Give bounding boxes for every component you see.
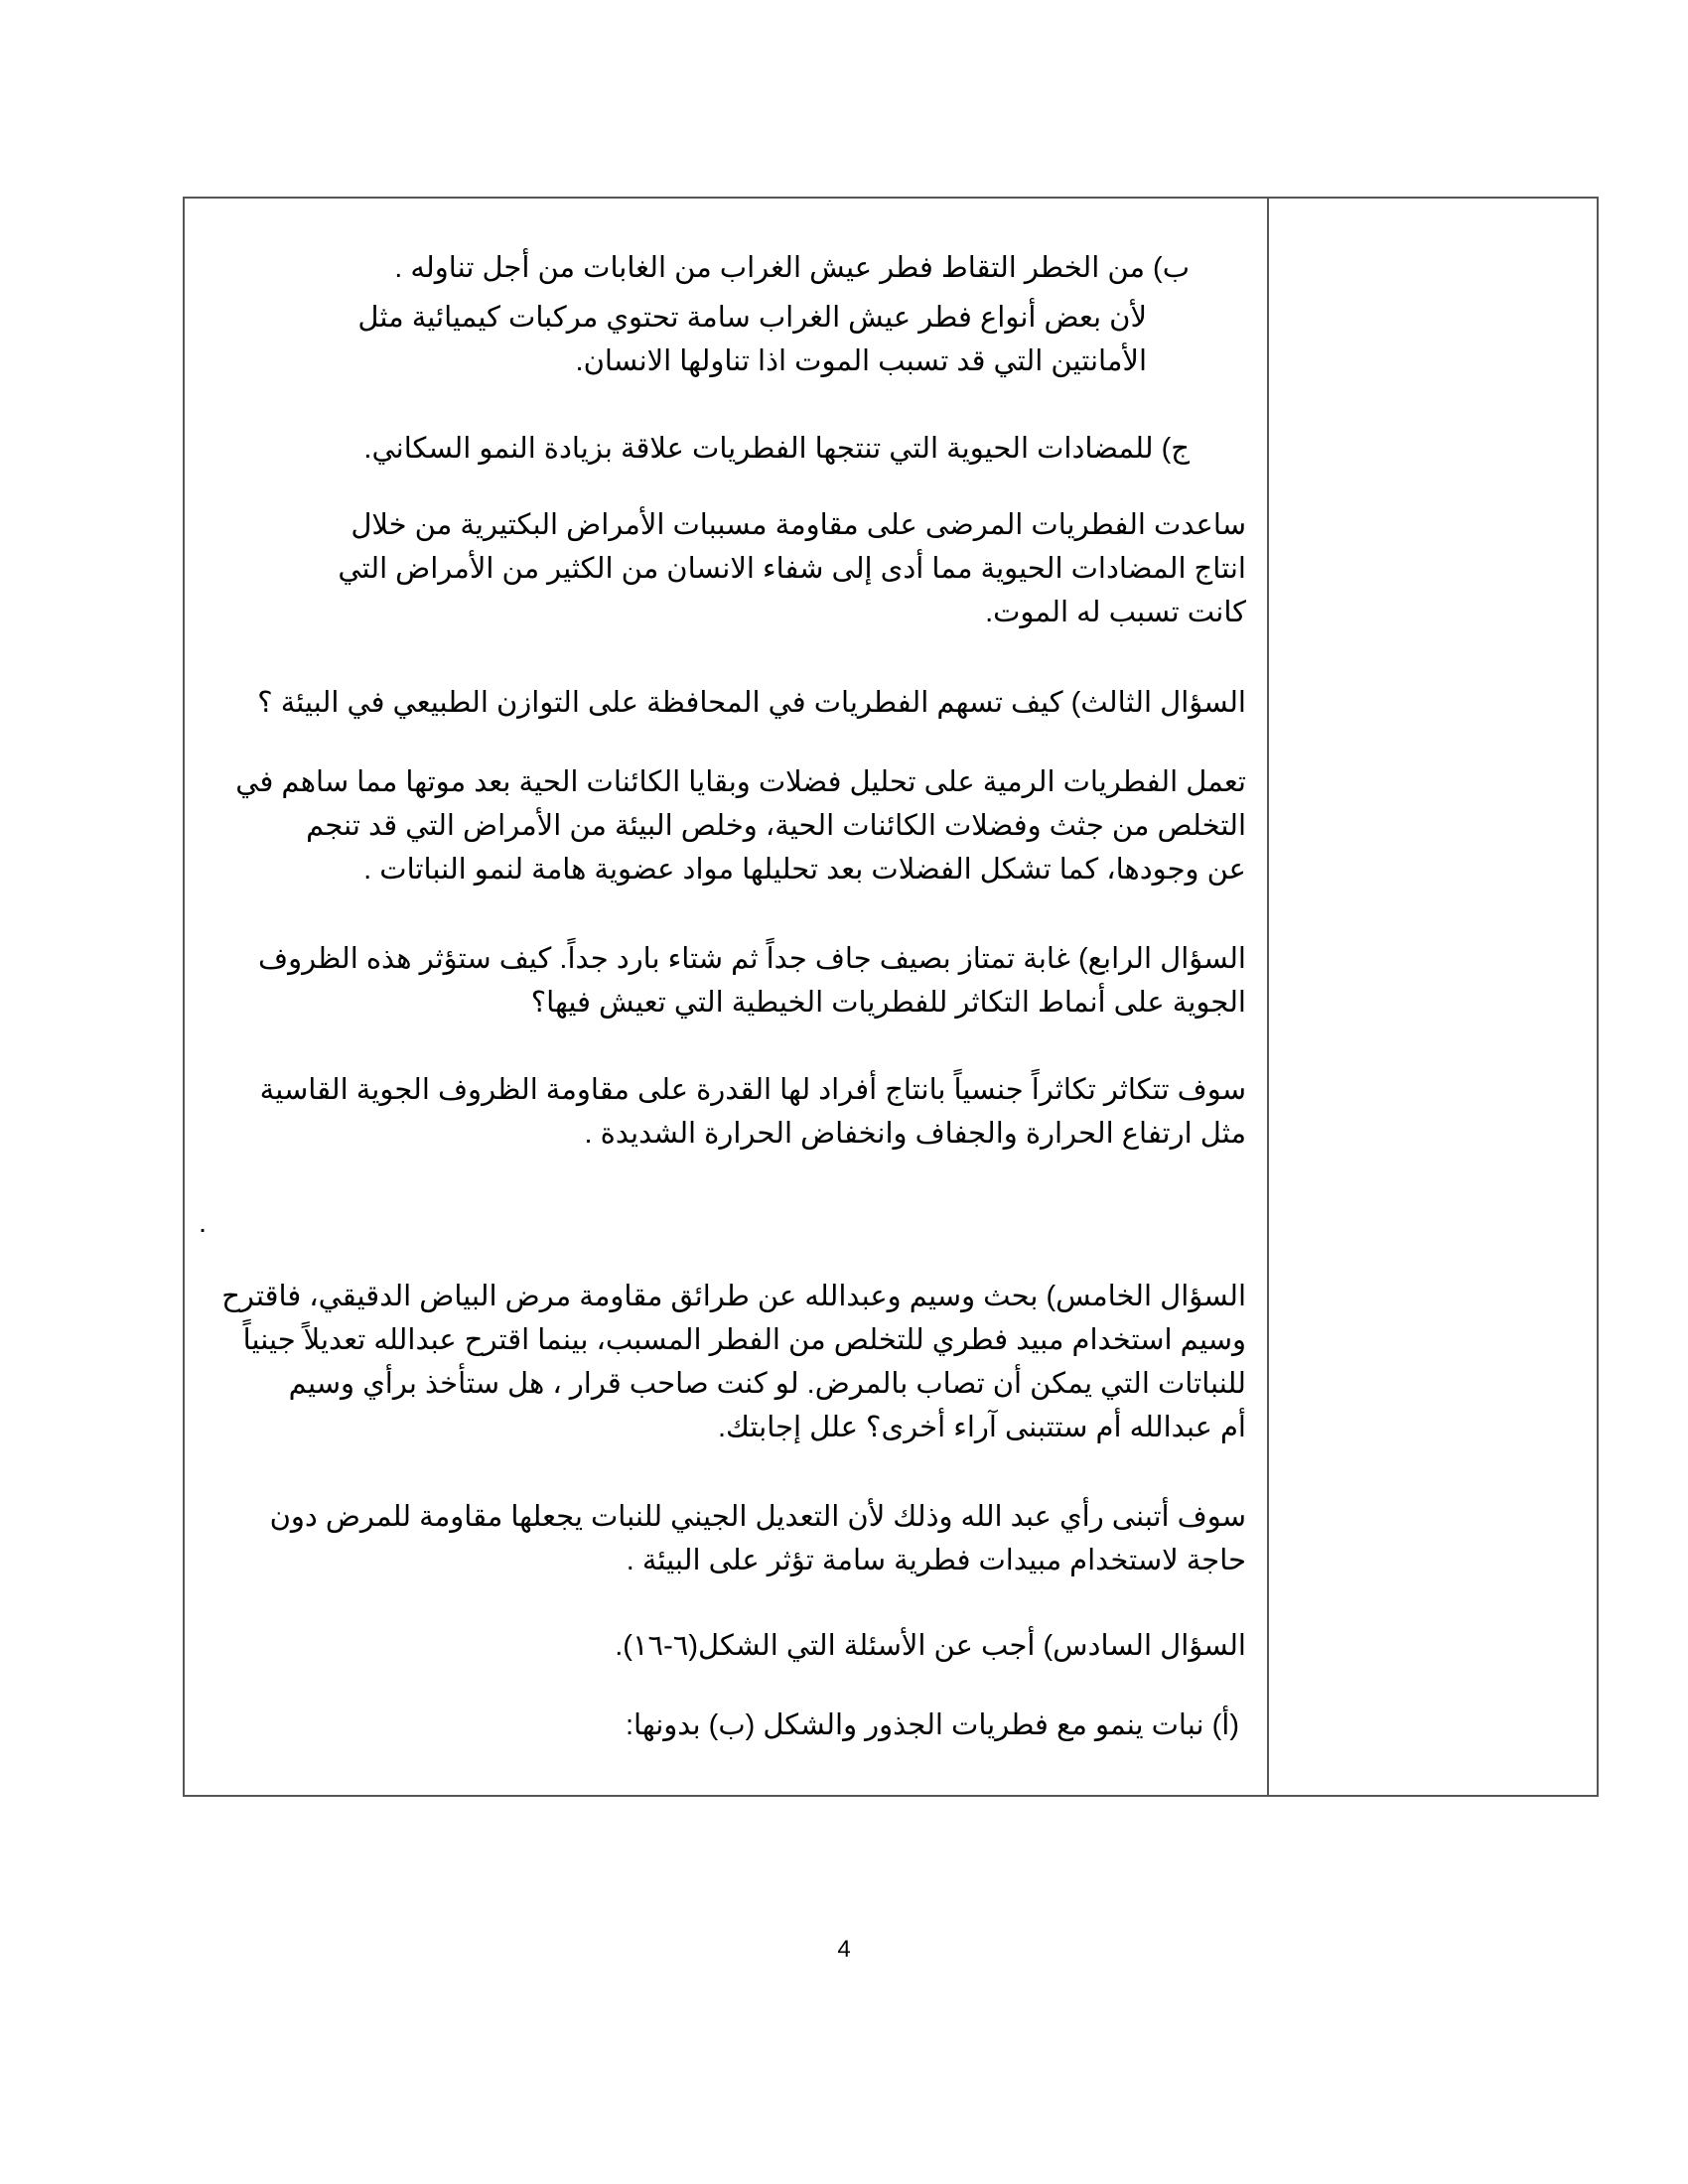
text-line: السؤال الثالث) كيف تسهم الفطريات في المحافظة على التوازن الطبيعي في البيئة ؟: [257, 687, 1246, 719]
question-three: [257, 681, 1246, 725]
question-six: [615, 1624, 1246, 1668]
text-line: السؤال السادس) أجب عن الأسئلة التي الشكل(٦-١٦).: [615, 1630, 1246, 1662]
text-line: مثل ارتفاع الحرارة والجفاف وانخفاض الحرارة الشديدة .: [584, 1118, 1246, 1150]
question-four: [258, 937, 1246, 1024]
question-six-part-a: [626, 1704, 1239, 1747]
text-line: ساعدت الفطريات المرضى على مقاومة مسببات الأمراض البكتيرية من خلال: [351, 509, 1246, 541]
text-line: السؤال الرابع) غابة تمتاز بصيف جاف جداً ثم شتاء بارد جداً. كيف ستؤثر هذه الظروف: [258, 943, 1246, 975]
answer-five: [270, 1495, 1246, 1582]
text-line: انتاج المضادات الحيوية مما أدى إلى شفاء الانسان من الكثير من الأمراض التي: [338, 553, 1246, 585]
text-line: الجوية على أنماط التكاثر للفطريات الخيطية التي تعيش فيها؟: [530, 987, 1246, 1019]
text-line: عن وجودها، كما تشكل الفضلات بعد تحليلها مواد عضوية هامة لنمو النباتات .: [363, 854, 1246, 886]
stray-dot: [199, 1201, 207, 1245]
text-line: ج) للمضادات الحيوية التي تنتجها الفطريات علاقة بزيادة النمو السكاني.: [363, 433, 1190, 465]
answer-four: [260, 1068, 1246, 1156]
text-line: وسيم استخدام مبيد فطري للتخلص من الفطر المسبب، بينما اقترح عبدالله تعديلاً جينياً: [242, 1324, 1246, 1356]
page-number: 4: [837, 1936, 851, 1963]
paragraph-b-answer: [357, 296, 1147, 383]
text-line: الأمانتين التي قد تسبب الموت اذا تناولها الانسان.: [575, 345, 1147, 377]
text-line: حاجة لاستخدام مبيدات فطرية سامة تؤثر على البيئة .: [626, 1545, 1246, 1576]
text-line: ب) من الخطر التقاط فطر عيش الغراب من الغابات من أجل تناوله .: [394, 252, 1190, 284]
text-line: كانت تسبب له الموت.: [985, 597, 1246, 628]
answer-three: [235, 760, 1246, 891]
paragraph-c-question: [363, 427, 1190, 471]
text-line: أم عبدالله أم ستتبنى آراء أخرى؟ علل إجابتك.: [717, 1412, 1246, 1443]
question-five: [221, 1275, 1246, 1449]
text-line: سوف أتبنى رأي عبد الله وذلك لأن التعديل الجيني للنبات يجعلها مقاومة للمرض دون: [269, 1501, 1246, 1533]
paragraph-b-danger: [394, 246, 1190, 290]
text-line: سوف تتكاثر تكاثراً جنسياً بانتاج أفراد لها القدرة على مقاومة الظروف الجوية القاسية: [259, 1074, 1246, 1106]
paragraph-c-answer: [338, 503, 1246, 634]
text-line: .: [198, 1207, 207, 1239]
text-line: لأن بعض أنواع فطر عيش الغراب سامة تحتوي مركبات كيميائية مثل: [357, 302, 1147, 334]
text-line: للنباتات التي يمكن أن تصاب بالمرض. لو كنت صاحب قرار ، هل ستأخذ برأي وسيم: [288, 1368, 1246, 1400]
text-line: تعمل الفطريات الرمية على تحليل فضلات وبقايا الكائنات الحية بعد موتها مما ساهم في: [235, 766, 1246, 798]
table-column-divider: [1267, 197, 1269, 1797]
text-line: (أ) نبات ينمو مع فطريات الجذور والشكل (ب) بدونها:: [625, 1709, 1239, 1741]
text-line: السؤال الخامس) بحث وسيم وعبدالله عن طرائق مقاومة مرض البياض الدقيقي، فاقترح: [221, 1281, 1246, 1312]
text-line: التخلص من جثث وفضلات الكائنات الحية، وخلص البيئة من الأمراض التي قد تنجم: [306, 810, 1246, 842]
